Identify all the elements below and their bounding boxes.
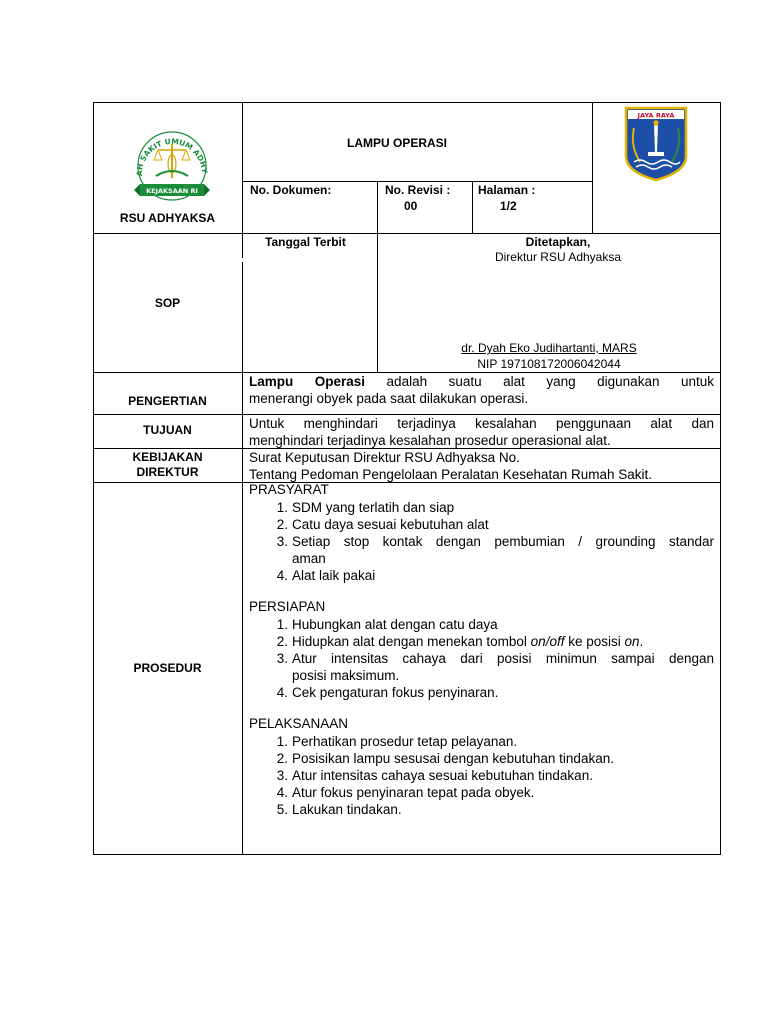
list-item: 5. Lakukan tindakan.	[276, 802, 402, 817]
kebijakan-line2: Tentang Pedoman Pengelolaan Peralatan Kesehatan Rumah Sakit.	[249, 467, 653, 482]
logo-arc-text: AH SAKIT UMUM ADHY	[134, 136, 210, 177]
issue-date-label: Tanggal Terbit	[265, 235, 346, 249]
hospital-logo	[126, 126, 218, 202]
kebijakan-text	[249, 449, 719, 483]
pengertian-lead: Lampu Operasi	[249, 374, 366, 389]
revision-value: 00	[404, 199, 418, 213]
pengertian-label: PENGERTIAN	[128, 394, 207, 408]
crest-banner-text: JAYA RAYA	[637, 111, 675, 120]
list-item: 1. Hubungkan alat dengan catu daya	[276, 617, 498, 632]
kebijakan-label-1: KEBIJAKAN	[132, 450, 203, 464]
page-label: Halaman :	[478, 183, 536, 197]
pengertian-line2: menerangi obyek pada saat dilakukan operasi.	[249, 391, 529, 406]
signer-nip: NIP 197108172006042044	[477, 357, 621, 371]
kebijakan-label-2: DIREKTUR	[136, 465, 199, 479]
document-title: LAMPU OPERASI	[346, 136, 447, 150]
prasyarat-heading: PRASYARAT	[249, 482, 329, 497]
logo-ribbon-text: KEJAKSAAN RI	[146, 187, 198, 195]
revision-label: No. Revisi :	[385, 183, 451, 197]
persiapan-heading: PERSIAPAN	[249, 599, 326, 614]
list-item: 4. Alat laik pakai	[276, 568, 376, 583]
list-item: 2. Catu daya sesuai kebutuhan alat	[276, 517, 489, 532]
list-item: 4. Cek pengaturan fokus penyinaran.	[276, 685, 499, 700]
signer-name: dr. Dyah Eko Judihartanti, MARS	[461, 341, 637, 355]
persiapan-list	[270, 616, 714, 701]
sop-label: SOP	[154, 296, 181, 310]
list-item: 3. Atur intensitas cahaya sesuai kebutuhan tindakan.	[276, 768, 593, 783]
tujuan-line2: menghindari terjadinya kesalahan prosedur operasional alat.	[249, 433, 611, 448]
tujuan-text	[249, 415, 714, 449]
pengertian-line1: adalah suatu alat yang digunakan untuk	[386, 374, 714, 389]
prasyarat-list	[270, 499, 714, 584]
list-item: 2. Hidupkan alat dengan menekan tombol on/off ke posisi on.	[276, 634, 644, 649]
list-item: 1. Perhatikan prosedur tetap pelayanan.	[276, 734, 518, 749]
page-value: 1/2	[500, 199, 517, 213]
director-title: Direktur RSU Adhyaksa	[494, 250, 622, 264]
pelaksanaan-list	[270, 733, 714, 818]
doc-number-label: No. Dokumen:	[250, 183, 332, 197]
list-item: 3. Atur intensitas cahaya dari posisi minimun sampai dengan posisi maksimum.	[276, 651, 714, 683]
list-item: 4. Atur fokus penyinaran tepat pada obyek.	[276, 785, 535, 800]
hospital-name: RSU ADHYAKSA	[119, 211, 216, 225]
city-crest	[624, 106, 688, 182]
pengertian-text	[249, 373, 714, 407]
established-label: Ditetapkan,	[525, 235, 591, 249]
list-item: 2. Posisikan lampu sesusai dengan kebutuhan tindakan.	[276, 751, 614, 766]
tujuan-line1: Untuk menghindari terjadinya kesalahan penggunaan alat dan	[249, 416, 714, 431]
svg-text:RUMAH SAKIT UMUM ADHYAKSA	[126, 126, 209, 176]
kebijakan-line1: Surat Keputusan Direktur RSU Adhyaksa No.	[249, 450, 520, 465]
list-item: 1. SDM yang terlatih dan siap	[276, 500, 455, 515]
list-item: 3. Setiap stop kontak dengan pembumian / grounding standar aman	[276, 534, 714, 566]
pelaksanaan-heading: PELAKSANAAN	[249, 716, 349, 731]
prosedur-label: PROSEDUR	[133, 661, 202, 675]
tujuan-label: TUJUAN	[143, 423, 192, 437]
